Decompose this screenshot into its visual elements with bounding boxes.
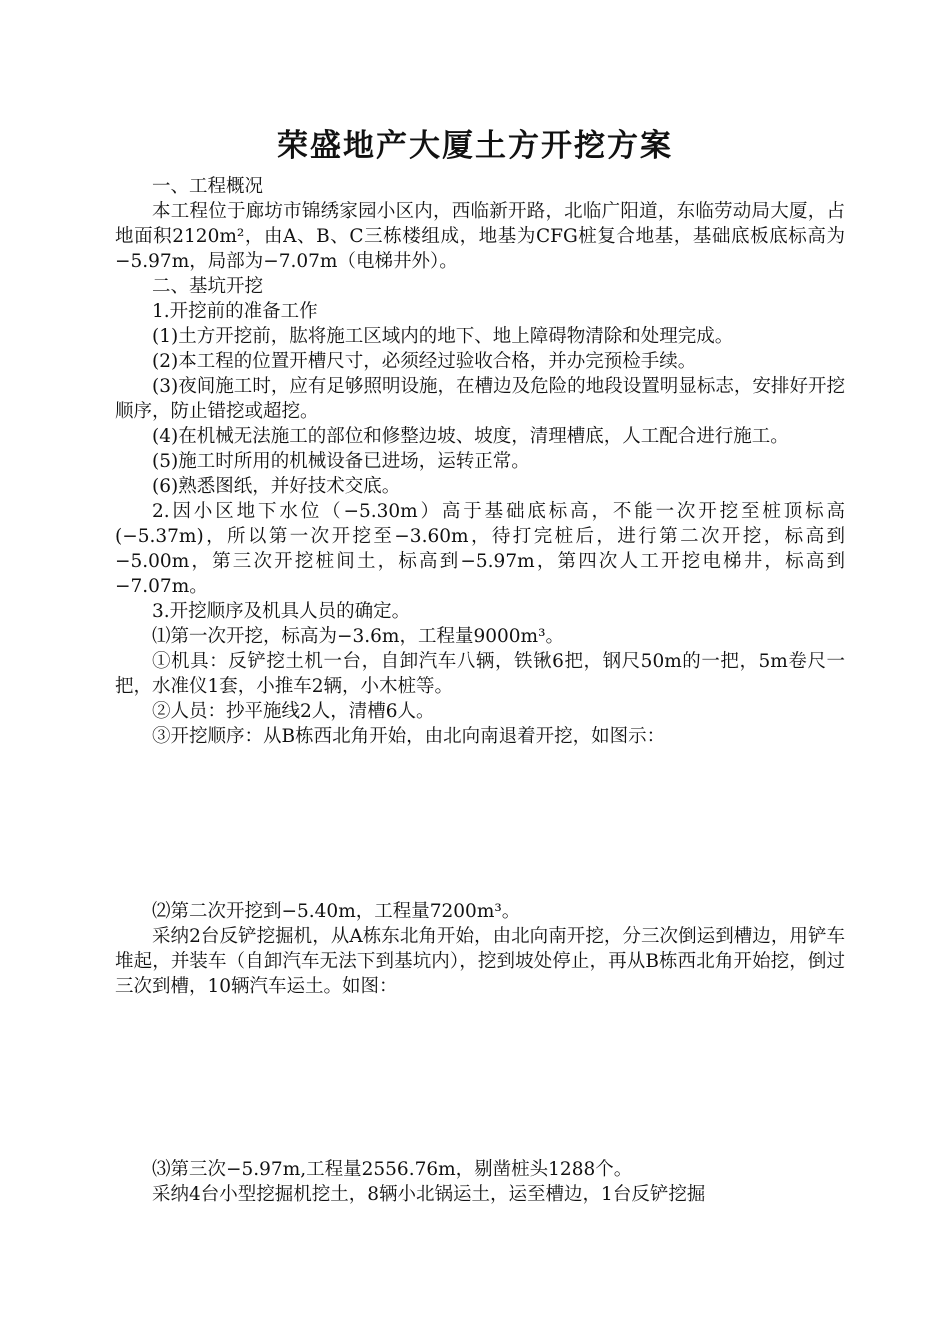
- stage-1-heading: ⑴第一次开挖，标高为−3.6m，工程量9000m³。: [152, 626, 565, 647]
- stage-3-heading: ⑶第三次−5.97m,工程量2556.76m，剔凿桩头1288个。: [152, 1159, 633, 1180]
- document-body: [115, 174, 845, 1207]
- stage-1-order: ③开挖顺序：从B栋西北角开始，由北向南退着开挖，如图示：: [152, 726, 666, 747]
- subheading-preparation: 1.开挖前的准备工作: [152, 301, 318, 322]
- stage-3-description: 采纳4台小型挖掘机挖土，8辆小北锅运土，运至槽边，1台反铲挖掘: [152, 1184, 706, 1205]
- prep-item-3: (3)夜间施工时，应有足够照明设施，在槽边及危险的地段设置明显标志，安排好开挖顺序，防止错挖或超挖。: [115, 376, 845, 422]
- prep-item-2: (2)本工程的位置开槽尺寸，必须经过验收合格，并办完预检手续。: [152, 351, 697, 372]
- stage-1-personnel: ②人员：抄平施线2人，清槽6人。: [152, 701, 435, 722]
- prep-item-6: (6)熟悉图纸，并好技术交底。: [152, 476, 401, 497]
- paragraph-water-level: 2.因小区地下水位（−5.30m）高于基础底标高，不能一次开挖至桩顶标高(−5.37m)，所以第一次开挖至−3.60m，待打完桩后，进行第二次开挖，标高到−5.00m，第三次开挖桩间土，标高到−5.97m，第四次人工开挖电梯井，标高到−7.07m。: [115, 501, 845, 597]
- figure-placeholder-2: [115, 999, 845, 1157]
- prep-item-1: (1)土方开挖前，肱将施工区域内的地下、地上障碍物清除和处理完成。: [152, 326, 734, 347]
- paragraph-overview: 本工程位于廊坊市锦绣家园小区内，西临新开路，北临广阳道，东临劳动局大厦，占地面积2120m²，由A、B、C三栋楼组成，地基为CFG桩复合地基，基础底板底标高为−5.97m，局部为−7.07m（电梯井外）。: [115, 201, 845, 272]
- prep-item-5: (5)施工时所用的机械设备已进场，运转正常。: [152, 451, 530, 472]
- section-heading-overview: 一、工程概况: [152, 176, 264, 197]
- subheading-sequence: 3.开挖顺序及机具人员的确定。: [152, 601, 411, 622]
- section-heading-excavation: 二、基坑开挖: [152, 276, 264, 297]
- stage-2-description: 采纳2台反铲挖掘机，从A栋东北角开始，由北向南开挖，分三次倒运到槽边，用铲车堆起，并装车（自卸汽车无法下到基坑内），挖到坡处停止，再从B栋西北角开始挖，倒过三次到槽，10辆汽车运土。如图：: [115, 926, 845, 997]
- stage-1-equipment: ①机具：反铲挖土机一台，自卸汽车八辆，铁锹6把，钢尺50m的一把，5m卷尺一把，水准仪1套，小推车2辆，小木桩等。: [115, 651, 845, 697]
- figure-placeholder-1: [115, 749, 845, 899]
- prep-item-4: (4)在机械无法施工的部位和修整边坡、坡度，清理槽底，人工配合进行施工。: [152, 426, 789, 447]
- stage-2-heading: ⑵第二次开挖到−5.40m，工程量7200m³。: [152, 901, 521, 922]
- document-title: 荣盛地产大厦土方开挖方案: [277, 128, 673, 164]
